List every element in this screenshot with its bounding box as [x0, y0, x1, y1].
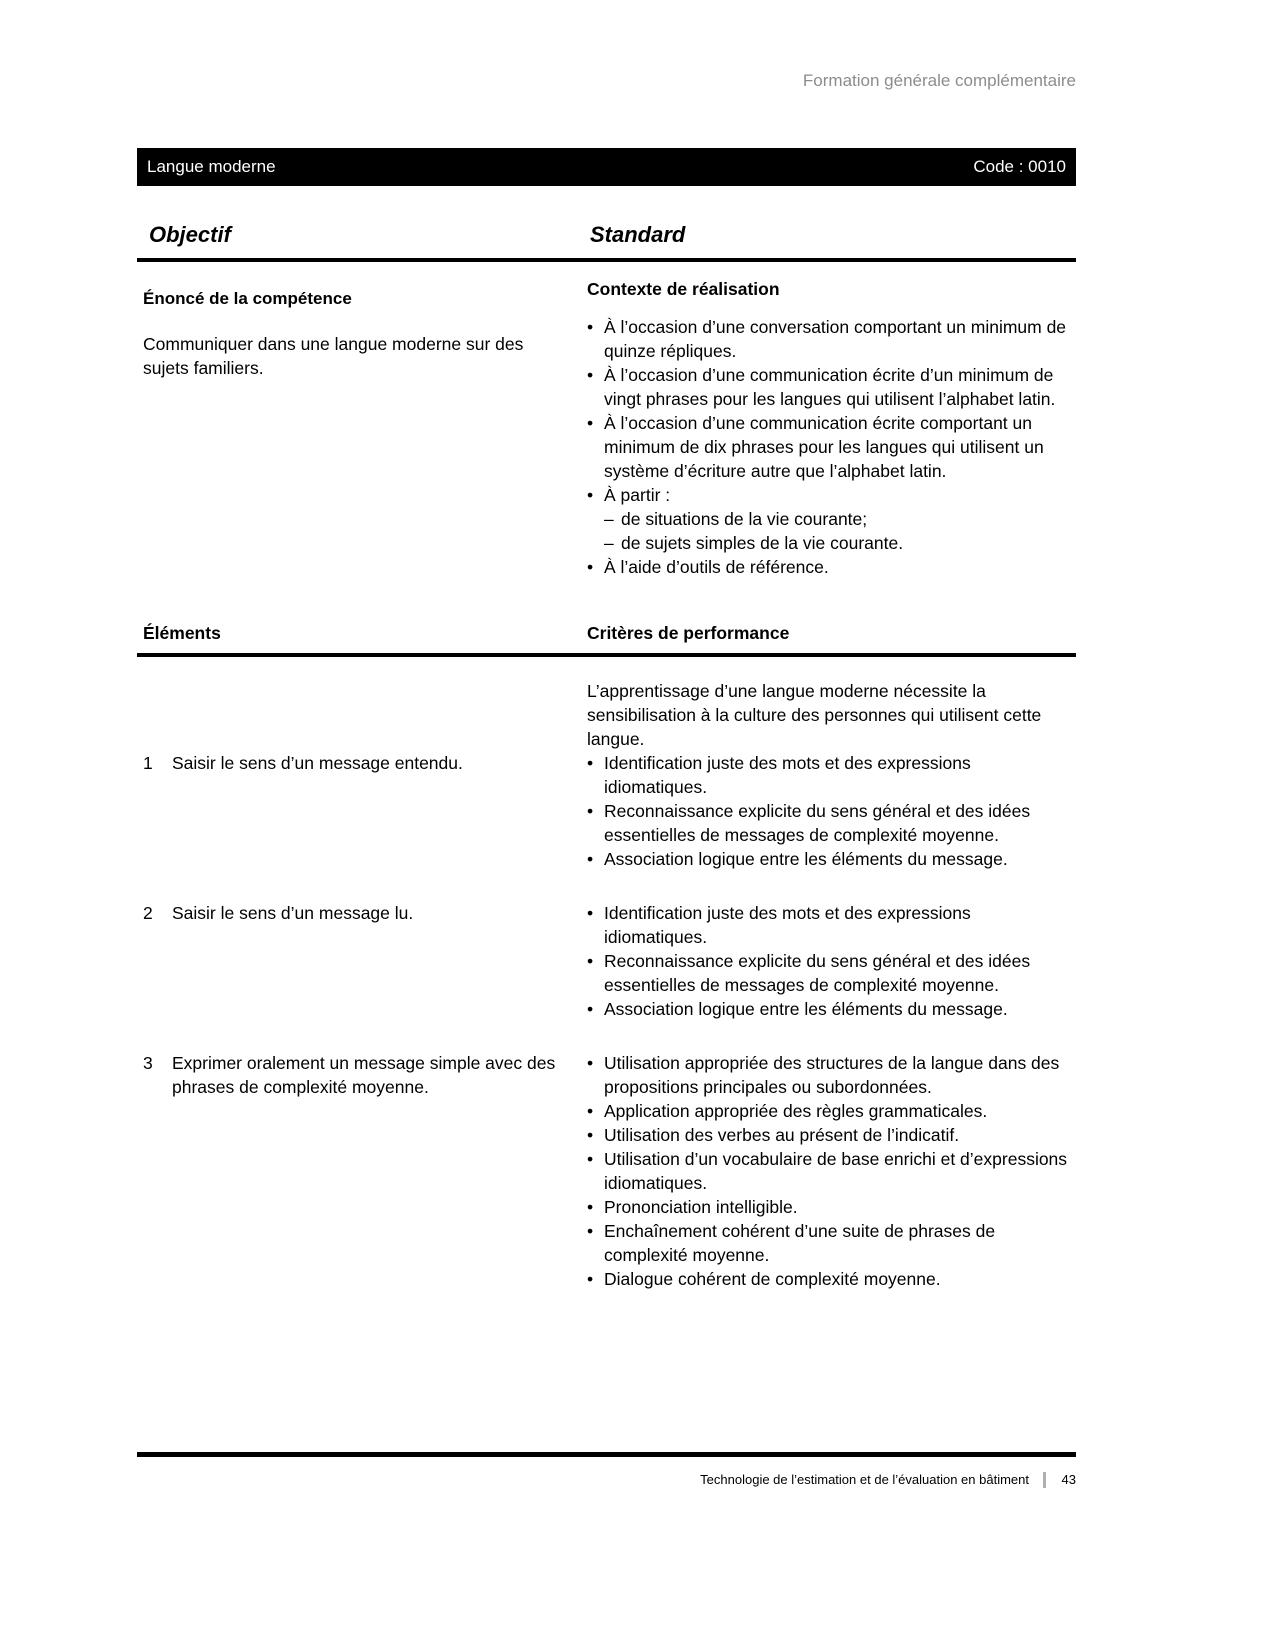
footer-line: [137, 1471, 1076, 1489]
bullet-icon: [587, 949, 604, 997]
list-item-text: À l’occasion d’une conversation comportant un minimum de quinze répliques.: [604, 317, 1067, 361]
column-header-standard: Standard: [590, 222, 686, 247]
list-item-text: Utilisation des verbes au présent de l’indicatif.: [604, 1125, 960, 1145]
enonce-heading: Énoncé de la compétence: [143, 289, 352, 308]
list-item: [587, 847, 1076, 871]
list-item-text: À l’aide d’outils de référence.: [604, 557, 829, 577]
bullet-icon: [587, 1195, 604, 1219]
list-item-text: de sujets simples de la vie courante.: [621, 533, 904, 553]
list-item: [587, 1195, 1076, 1219]
elements-heading: Éléments: [143, 623, 221, 643]
element-text: Saisir le sens d’un message lu.: [172, 903, 414, 923]
element-row: [137, 901, 1076, 1021]
bullet-icon: [604, 531, 621, 555]
bullet-icon: [587, 315, 604, 363]
list-item-text: Utilisation appropriée des structures de la langue dans des propositions principales ou subordonnées.: [604, 1053, 1060, 1097]
criteria-intro: L’apprentissage d’une langue moderne nécessite la sensibilisation à la culture des personnes qui utilisent cette langue.: [587, 681, 1042, 749]
list-item: [587, 363, 1076, 411]
element-line: [143, 901, 563, 925]
list-item-text: de situations de la vie courante;: [621, 509, 868, 529]
list-item-text: Utilisation d’un vocabulaire de base enrichi et d’expressions idiomatiques.: [604, 1149, 1068, 1193]
bullet-icon: [587, 1123, 604, 1147]
bullet-icon: [587, 1267, 604, 1291]
page-footer: [137, 1452, 1076, 1489]
list-item: [587, 555, 1076, 579]
bullet-icon: [587, 1099, 604, 1123]
list-item-text: Enchaînement cohérent d’une suite de phrases de complexité moyenne.: [604, 1221, 996, 1265]
footer-page-number: 43: [1061, 1472, 1076, 1487]
list-item: [587, 507, 1076, 531]
bullet-icon: [587, 1051, 604, 1099]
list-item-text: À l’occasion d’une communication écrite d’un minimum de vingt phrases pour les langues qui utilisent l’alphabet latin.: [604, 365, 1056, 409]
criteres-heading: Critères de performance: [587, 623, 790, 643]
list-item-text: Identification juste des mots et des expressions idiomatiques.: [604, 903, 971, 947]
section-objectif-standard: [137, 262, 1076, 579]
list-item: [587, 949, 1076, 997]
criteria-list: [587, 901, 1076, 1021]
contexte-heading: Contexte de réalisation: [587, 279, 780, 299]
list-item: [587, 1099, 1076, 1123]
list-item: [587, 901, 1076, 949]
list-item: [587, 799, 1076, 847]
elements-rows: [137, 679, 1076, 1291]
list-item-text: Identification juste des mots et des expressions idiomatiques.: [604, 753, 971, 797]
list-item-text: Association logique entre les éléments du message.: [604, 849, 1008, 869]
bullet-icon: [587, 847, 604, 871]
list-item: [587, 1051, 1076, 1099]
column-headers: [137, 222, 1076, 252]
footer-text: Technologie de l’estimation et de l’évaluation en bâtiment: [700, 1472, 1029, 1487]
list-item: [587, 751, 1076, 799]
list-item: [587, 1219, 1076, 1267]
criteria-list: [587, 1051, 1076, 1291]
element-row: [137, 1051, 1076, 1291]
objectif-column: [137, 262, 587, 380]
element-number: 2: [143, 903, 153, 923]
list-item-text: Prononciation intelligible.: [604, 1197, 798, 1217]
element-text: Saisir le sens d’un message entendu.: [172, 753, 463, 773]
list-item: [587, 531, 1076, 555]
list-item-text: À l’occasion d’une communication écrite comportant un minimum de dix phrases pour les langues qui utilisent un système d’écriture autre que l’alphabet latin.: [604, 413, 1044, 481]
element-cell: [137, 901, 587, 925]
list-item-text: Dialogue cohérent de complexité moyenne.: [604, 1269, 941, 1289]
list-item-text: Association logique entre les éléments du message.: [604, 999, 1008, 1019]
list-item-text: Reconnaissance explicite du sens général et des idées essentielles de messages de complexité moyenne.: [604, 801, 1031, 845]
element-line: [143, 751, 563, 775]
enonce-body: Communiquer dans une langue moderne sur des sujets familiers.: [143, 334, 524, 378]
bullet-icon: [604, 507, 621, 531]
running-header: Formation générale complémentaire: [802, 71, 1076, 90]
bullet-icon: [587, 751, 604, 799]
criteria-list: [587, 751, 1076, 871]
bullet-icon: [587, 799, 604, 847]
page-content: [137, 0, 1076, 1291]
title-bar-title: Langue moderne: [147, 157, 276, 176]
bullet-icon: [587, 411, 604, 483]
bullet-icon: [587, 1219, 604, 1267]
footer-rule: [137, 1452, 1076, 1457]
column-header-objectif: Objectif: [149, 222, 231, 247]
list-item-text: Application appropriée des règles grammaticales.: [604, 1101, 988, 1121]
list-item-text: Reconnaissance explicite du sens général et des idées essentielles de messages de complexité moyenne.: [604, 951, 1031, 995]
bullet-icon: [587, 1147, 604, 1195]
list-item: [587, 483, 1076, 507]
element-row: [137, 679, 1076, 871]
bullet-icon: [587, 483, 604, 507]
bullet-icon: [587, 363, 604, 411]
title-bar: [137, 148, 1076, 186]
list-item-text: À partir :: [604, 485, 671, 505]
element-cell: [137, 1051, 587, 1099]
bullet-icon: [587, 555, 604, 579]
list-item: [587, 1147, 1076, 1195]
section-rule: [137, 653, 1076, 657]
element-number: 3: [143, 1053, 153, 1073]
element-number: 1: [143, 753, 153, 773]
standard-column: [587, 262, 1076, 579]
bullet-icon: [587, 997, 604, 1021]
list-item: [587, 411, 1076, 483]
criteria-cell: [587, 1051, 1076, 1291]
element-line: [143, 1051, 563, 1099]
criteria-cell: [587, 901, 1076, 1021]
title-bar-code: Code : 0010: [973, 157, 1066, 176]
list-item: [587, 1267, 1076, 1291]
elements-criteres-headers: [137, 623, 1076, 647]
element-cell: [137, 679, 587, 775]
list-item: [587, 315, 1076, 363]
bullet-icon: [587, 901, 604, 949]
element-text: Exprimer oralement un message simple avec des phrases de complexité moyenne.: [172, 1053, 556, 1097]
list-item: [587, 997, 1076, 1021]
list-item: [587, 1123, 1076, 1147]
contexte-list: [587, 315, 1076, 579]
criteria-cell: [587, 679, 1076, 871]
footer-separator: [1043, 1472, 1046, 1488]
